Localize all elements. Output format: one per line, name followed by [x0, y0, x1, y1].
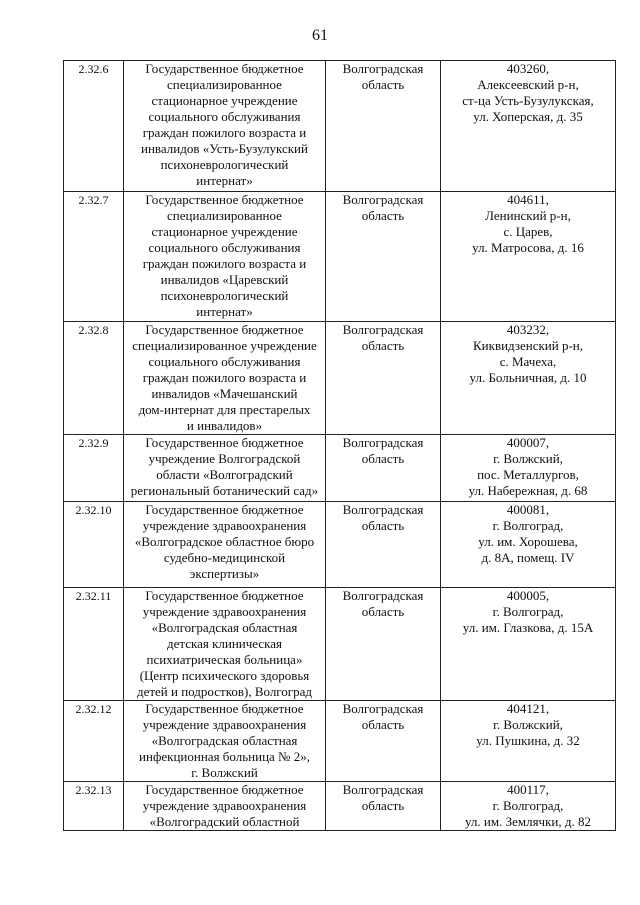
- address-line: г. Волжский,: [493, 451, 563, 466]
- address-line: 404121,: [506, 701, 550, 716]
- institution-name: [124, 322, 326, 435]
- name-line: учреждение здравоохранения: [142, 798, 307, 813]
- address-line: д. 8А, помещ. IV: [481, 550, 575, 565]
- name-line: «Волгоградская областная: [151, 733, 298, 748]
- address: [441, 502, 616, 588]
- address-line: 400007,: [506, 435, 550, 450]
- institution-name: [124, 588, 326, 701]
- institution-name: [124, 61, 326, 192]
- address-line: с. Мачеха,: [499, 354, 557, 369]
- name-line: Государственное бюджетное: [145, 588, 304, 603]
- row-number: 2.32.7: [64, 192, 124, 322]
- table-row: [64, 61, 616, 192]
- region: [326, 322, 441, 435]
- region: [326, 435, 441, 502]
- region-line: Волгоградская: [342, 502, 424, 517]
- institution-name: [124, 701, 326, 782]
- address-line: Алексеевский р-н,: [477, 77, 579, 92]
- name-line: «Волгоградский областной: [149, 814, 300, 829]
- name-line: Государственное бюджетное: [145, 782, 304, 797]
- institution-name: [124, 782, 326, 831]
- row-number: 2.32.10: [64, 502, 124, 588]
- address: [441, 435, 616, 502]
- table-row: [64, 782, 616, 831]
- name-line: граждан пожилого возраста и: [142, 125, 307, 140]
- region: [326, 192, 441, 322]
- table-row: [64, 435, 616, 502]
- page-number: 61: [312, 27, 328, 44]
- address-line: ул. Матросова, д. 16: [472, 240, 584, 255]
- name-line: и инвалидов»: [186, 418, 263, 433]
- region-line: область: [361, 717, 405, 732]
- name-line: Государственное бюджетное: [145, 192, 304, 207]
- name-line: граждан пожилого возраста и: [142, 256, 307, 271]
- address-line: ул. Набережная, д. 68: [468, 483, 588, 498]
- name-line: Государственное бюджетное: [145, 61, 304, 76]
- name-line: «Волгоградское областное бюро: [134, 534, 315, 549]
- name-line: инфекционная больница № 2»,: [139, 749, 310, 764]
- name-line: социального обслуживания: [148, 354, 301, 369]
- name-line: стационарное учреждение: [151, 224, 298, 239]
- name-line: Государственное бюджетное: [145, 502, 304, 517]
- address-line: с. Царев,: [503, 224, 553, 239]
- table-row: [64, 701, 616, 782]
- address-line: г. Волжский,: [493, 717, 563, 732]
- name-line: специализированное: [167, 208, 282, 223]
- name-line: области «Волгоградский: [156, 467, 293, 482]
- address-line: 404611,: [507, 192, 549, 207]
- address-line: г. Волгоград,: [492, 798, 564, 813]
- name-line: дом-интернат для престарелых: [138, 402, 311, 417]
- name-line: психоневрологический: [160, 157, 289, 172]
- region-line: Волгоградская: [342, 61, 424, 76]
- address: [441, 701, 616, 782]
- address: [441, 322, 616, 435]
- name-line: экспертизы»: [189, 566, 260, 581]
- registry-table: [63, 60, 616, 831]
- name-line: судебно-медицинской: [163, 550, 286, 565]
- name-line: специализированное: [167, 77, 282, 92]
- name-line: граждан пожилого возраста и: [142, 370, 307, 385]
- region-line: Волгоградская: [342, 782, 424, 797]
- address-line: 403260,: [506, 61, 550, 76]
- row-number: 2.32.6: [64, 61, 124, 192]
- name-line: учреждение Волгоградской: [148, 451, 301, 466]
- address-line: ул. им. Землячки, д. 82: [464, 814, 591, 829]
- region-line: Волгоградская: [342, 588, 424, 603]
- name-line: Государственное бюджетное: [145, 435, 304, 450]
- row-number: 2.32.11: [64, 588, 124, 701]
- institution-name: [124, 192, 326, 322]
- region-line: Волгоградская: [342, 435, 424, 450]
- region: [326, 61, 441, 192]
- address: [441, 192, 616, 322]
- region: [326, 782, 441, 831]
- address: [441, 61, 616, 192]
- name-line: учреждение здравоохранения: [142, 604, 307, 619]
- row-number: 2.32.9: [64, 435, 124, 502]
- address-line: ул. им. Хорошева,: [478, 534, 578, 549]
- name-line: (Центр психического здоровья: [139, 668, 310, 683]
- row-number: 2.32.8: [64, 322, 124, 435]
- name-line: учреждение здравоохранения: [142, 717, 307, 732]
- table-row: [64, 192, 616, 322]
- name-line: г. Волжский: [191, 765, 258, 780]
- name-line: инвалидов «Усть-Бузулукский: [141, 141, 308, 156]
- institution-name: [124, 435, 326, 502]
- name-line: Государственное бюджетное: [145, 322, 304, 337]
- name-line: социального обслуживания: [148, 109, 301, 124]
- name-line: интернат»: [196, 173, 253, 188]
- address-line: 403232,: [506, 322, 550, 337]
- table-row: [64, 588, 616, 701]
- row-number: 2.32.12: [64, 701, 124, 782]
- address-line: г. Волгоград,: [492, 518, 564, 533]
- name-line: Государственное бюджетное: [145, 701, 304, 716]
- name-line: учреждение здравоохранения: [142, 518, 307, 533]
- name-line: региональный ботанический сад»: [130, 483, 319, 498]
- table-row: [64, 322, 616, 435]
- region-line: область: [361, 798, 405, 813]
- institution-name: [124, 502, 326, 588]
- address-line: Киквидзенский р-н,: [473, 338, 583, 353]
- address-line: ст-ца Усть-Бузулукская,: [462, 93, 594, 108]
- name-line: «Волгоградская областная: [151, 620, 298, 635]
- region-line: область: [361, 451, 405, 466]
- region-line: область: [361, 208, 405, 223]
- name-line: инвалидов «Царевский: [160, 272, 289, 287]
- region: [326, 701, 441, 782]
- registry-table-body: [64, 61, 616, 831]
- region-line: Волгоградская: [342, 701, 424, 716]
- name-line: специализированное учреждение: [132, 338, 317, 353]
- address: [441, 588, 616, 701]
- address-line: 400117,: [507, 782, 549, 797]
- region-line: Волгоградская: [342, 192, 424, 207]
- address-line: ул. Хоперская, д. 35: [473, 109, 583, 124]
- row-number: 2.32.13: [64, 782, 124, 831]
- name-line: детская клиническая: [166, 636, 283, 651]
- name-line: детей и подростков), Волгоград: [136, 684, 313, 699]
- address-line: г. Волгоград,: [492, 604, 564, 619]
- address-line: ул. им. Глазкова, д. 15А: [462, 620, 594, 635]
- name-line: социального обслуживания: [148, 240, 301, 255]
- address-line: ул. Больничная, д. 10: [469, 370, 587, 385]
- region-line: область: [361, 604, 405, 619]
- region-line: область: [361, 77, 405, 92]
- name-line: интернат»: [196, 304, 253, 319]
- name-line: инвалидов «Мачешанский: [151, 386, 298, 401]
- address-line: ул. Пушкина, д. 32: [476, 733, 580, 748]
- region-line: область: [361, 518, 405, 533]
- region-line: Волгоградская: [342, 322, 424, 337]
- address-line: Ленинский р-н,: [485, 208, 571, 223]
- address: [441, 782, 616, 831]
- region: [326, 588, 441, 701]
- name-line: психиатрическая больница»: [146, 652, 303, 667]
- region-line: область: [361, 338, 405, 353]
- name-line: стационарное учреждение: [151, 93, 298, 108]
- region: [326, 502, 441, 588]
- address-line: 400081,: [506, 502, 550, 517]
- table-row: [64, 502, 616, 588]
- address-line: 400005,: [506, 588, 550, 603]
- address-line: пос. Металлургов,: [477, 467, 579, 482]
- name-line: психоневрологический: [160, 288, 289, 303]
